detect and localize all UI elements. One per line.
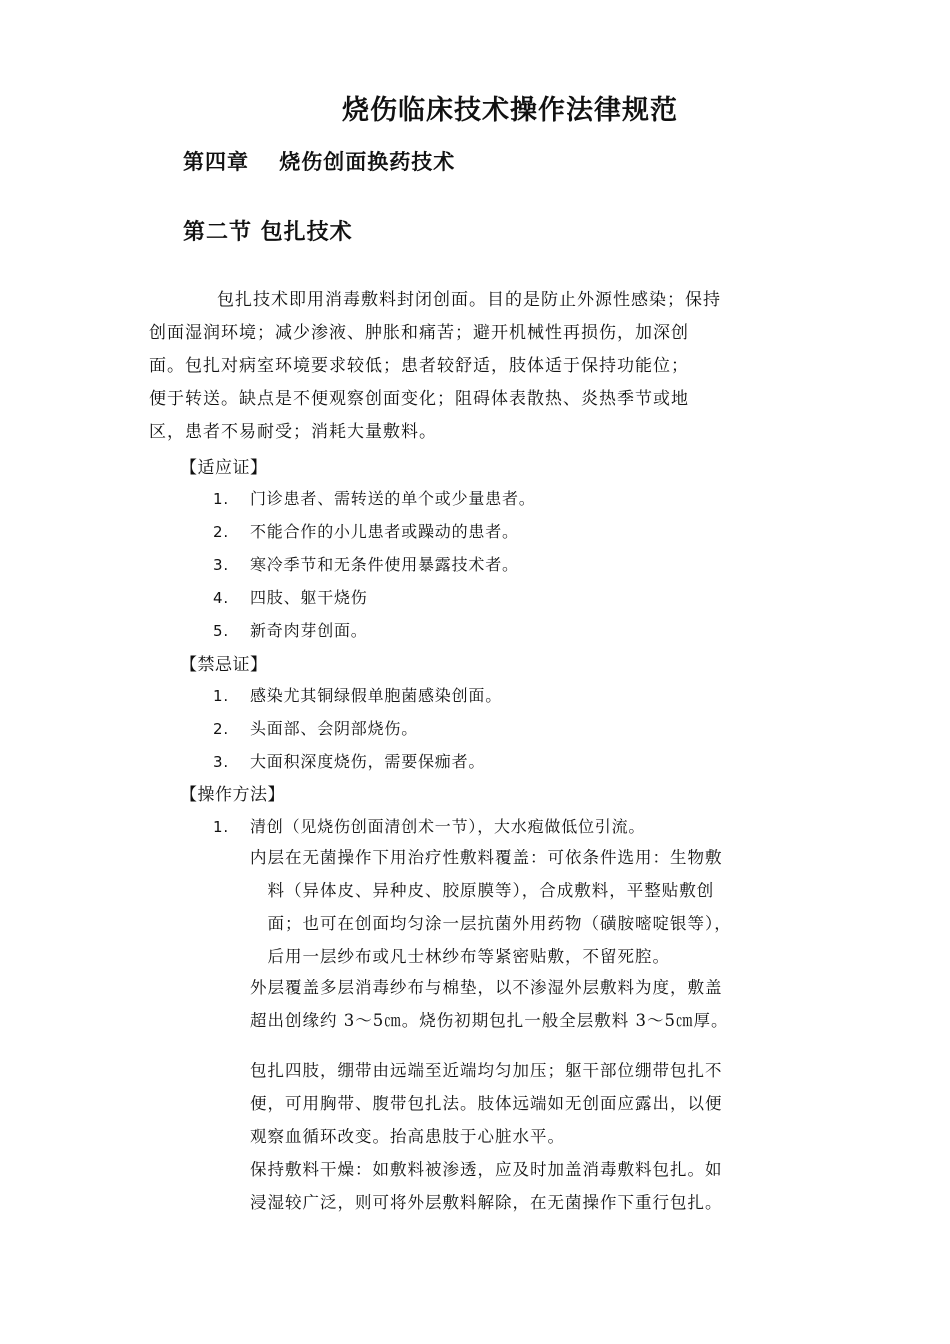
item-number: 3. [213, 556, 229, 574]
item-text: 感染尤其铜绿假单胞菌感染创面。 [250, 686, 503, 705]
intro-line: 区，患者不易耐受；消耗大量敷料。 [149, 422, 437, 442]
list-item [213, 749, 485, 772]
item-text: 门诊患者、需转送的单个或少量患者。 [250, 489, 536, 508]
chapter-heading: 第四章 烧伤创面换药技术 [183, 150, 456, 174]
item-number: 4. [213, 589, 229, 607]
item-number: 1. [213, 687, 229, 705]
item-text: 大面积深度烧伤，需要保痂者。 [250, 752, 486, 771]
indications-heading: 【适应证】 [180, 458, 268, 478]
paragraph-line: 浸湿较广泛，则可将外层敷料解除，在无菌操作下重行包扎。 [250, 1193, 723, 1212]
list-item [213, 618, 368, 641]
list-item [213, 585, 368, 608]
paragraph-line: 保持敷料干燥：如敷料被渗透，应及时加盖消毒敷料包扎。如 [250, 1160, 723, 1179]
item-text: 不能合作的小儿患者或躁动的患者。 [250, 522, 519, 541]
paragraph-line: 后用一层纱布或凡士林纱布等紧密贴敷，不留死腔。 [250, 947, 670, 966]
item-text: 新奇肉芽创面。 [250, 621, 368, 640]
item-number: 1. [213, 490, 229, 508]
list-item [213, 519, 519, 542]
item-number: 2. [213, 720, 229, 738]
section-heading: 第二节 包扎技术 [183, 220, 353, 245]
list-item [213, 814, 645, 837]
item-number: 3. [213, 753, 229, 771]
list-item [213, 683, 502, 706]
item-number: 1. [213, 818, 229, 836]
methods-heading: 【操作方法】 [180, 785, 285, 805]
paragraph-line: 内层在无菌操作下用治疗性敷料覆盖：可依条件选用：生物敷 [250, 848, 723, 867]
paragraph-line: 便，可用胸带、腹带包扎法。肢体远端如无创面应露出，以便 [250, 1094, 723, 1113]
paragraph-line: 面；也可在创面均匀涂一层抗菌外用药物（磺胺嘧啶银等）， [250, 914, 732, 933]
list-item [213, 552, 519, 575]
item-number: 2. [213, 523, 229, 541]
method-paragraph [250, 1153, 780, 1219]
intro-line: 包扎技术即用消毒敷料封闭创面。目的是防止外源性感染；保持 [217, 290, 721, 310]
intro-line: 创面湿润环境；减少渗液、肿胀和痛苦；避开机械性再损伤，加深创 [149, 323, 689, 343]
paragraph-line: 超出创缘约 3～5㎝。烧伤初期包扎一般全层敷料 3～5㎝厚。 [250, 1011, 729, 1030]
item-number: 5. [213, 622, 229, 640]
contraindications-heading: 【禁忌证】 [180, 655, 268, 675]
method-paragraph [250, 1054, 780, 1153]
method-paragraph [250, 841, 780, 973]
paragraph-line: 料（异体皮、异种皮、胶原膜等），合成敷料，平整贴敷创 [250, 881, 715, 900]
method-paragraph [250, 971, 780, 1037]
paragraph-line: 包扎四肢，绷带由远端至近端均匀加压；躯干部位绷带包扎不 [250, 1061, 723, 1080]
paragraph-line: 观察血循环改变。抬高患肢于心脏水平。 [250, 1127, 565, 1146]
intro-line: 面。包扎对病室环境要求较低；患者较舒适，肢体适于保持功能位； [149, 356, 689, 376]
intro-paragraph [149, 284, 773, 449]
item-text: 清创（见烧伤创面清创术一节），大水疱做低位引流。 [250, 817, 646, 836]
item-text: 四肢、躯干烧伤 [250, 588, 368, 607]
document-title: 烧伤临床技术操作法律规范 [342, 95, 678, 126]
list-item [213, 716, 418, 739]
item-text: 寒冷季节和无条件使用暴露技术者。 [250, 555, 519, 574]
paragraph-line: 外层覆盖多层消毒纱布与棉垫，以不渗湿外层敷料为度，敷盖 [250, 978, 723, 997]
item-text: 头面部、会阴部烧伤。 [250, 719, 419, 738]
intro-line: 便于转送。缺点是不便观察创面变化；阻碍体表散热、炎热季节或地 [149, 389, 689, 409]
list-item [213, 486, 536, 509]
